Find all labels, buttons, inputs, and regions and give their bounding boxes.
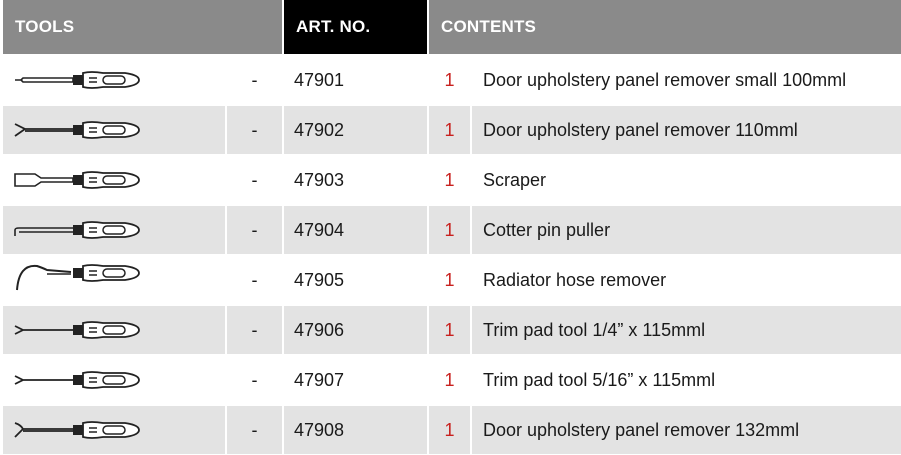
description-cell: Door upholstery panel remover small 100mml (483, 69, 847, 90)
tool-cell (3, 306, 225, 354)
dash-cell: - (227, 106, 282, 154)
header-contents: CONTENTS (429, 0, 901, 54)
table-row (0, 106, 901, 154)
table-row (0, 306, 901, 354)
tool-cell (3, 356, 225, 404)
dash-cell: - (251, 69, 258, 90)
quantity-cell: 1 (444, 269, 455, 290)
description-cell: Trim pad tool 1/4” x 115mml (472, 306, 901, 354)
art-no-cell: 47905 (294, 269, 345, 290)
trim-pad-tool-icon (13, 367, 143, 393)
art-no-cell: 47908 (284, 406, 427, 454)
art-no-cell: 47907 (294, 369, 345, 390)
tool-cell (3, 106, 225, 154)
art-no-cell: 47902 (284, 106, 427, 154)
description-cell: Radiator hose remover (483, 269, 667, 290)
quantity-cell: 1 (444, 369, 455, 390)
tool-cell (3, 206, 225, 254)
description-cell: Scraper (483, 169, 547, 190)
quantity-cell: 1 (444, 169, 455, 190)
header-tools: TOOLS (3, 0, 282, 54)
art-no-cell: 47901 (294, 69, 345, 90)
table-row (0, 206, 901, 254)
dash-cell: - (227, 206, 282, 254)
scraper-icon (13, 167, 143, 193)
tool-cell (3, 256, 225, 304)
trim-pad-tool-icon (13, 317, 143, 343)
quantity-cell: 1 (429, 106, 470, 154)
quantity-cell: 1 (444, 69, 455, 90)
art-no-cell: 47906 (284, 306, 427, 354)
art-no-cell: 47904 (284, 206, 427, 254)
tool-cell (3, 156, 225, 204)
art-no-cell: 47903 (294, 169, 345, 190)
description-cell: Door upholstery panel remover 110mml (472, 106, 901, 154)
panel-remover-small-icon (13, 67, 143, 93)
table-row (0, 256, 901, 304)
description-cell: Door upholstery panel remover 132mml (472, 406, 901, 454)
dash-cell: - (251, 269, 258, 290)
dash-cell: - (251, 369, 258, 390)
cotter-pin-puller-icon (13, 217, 143, 243)
table-row (0, 406, 901, 454)
quantity-cell: 1 (429, 306, 470, 354)
panel-remover-large-icon (13, 417, 143, 443)
tool-cell (3, 406, 225, 454)
table-row (0, 156, 901, 204)
dash-cell: - (227, 306, 282, 354)
header-art-no: ART. NO. (284, 0, 427, 54)
table-row (0, 356, 901, 404)
hose-remover-icon (13, 260, 143, 294)
dash-cell: - (227, 406, 282, 454)
description-cell: Cotter pin puller (472, 206, 901, 254)
panel-remover-fork-icon (13, 117, 143, 143)
dash-cell: - (251, 169, 258, 190)
quantity-cell: 1 (429, 206, 470, 254)
tool-cell (3, 56, 225, 104)
quantity-cell: 1 (429, 406, 470, 454)
description-cell: Trim pad tool 5/16” x 115mml (483, 369, 716, 390)
table-row (0, 56, 901, 104)
